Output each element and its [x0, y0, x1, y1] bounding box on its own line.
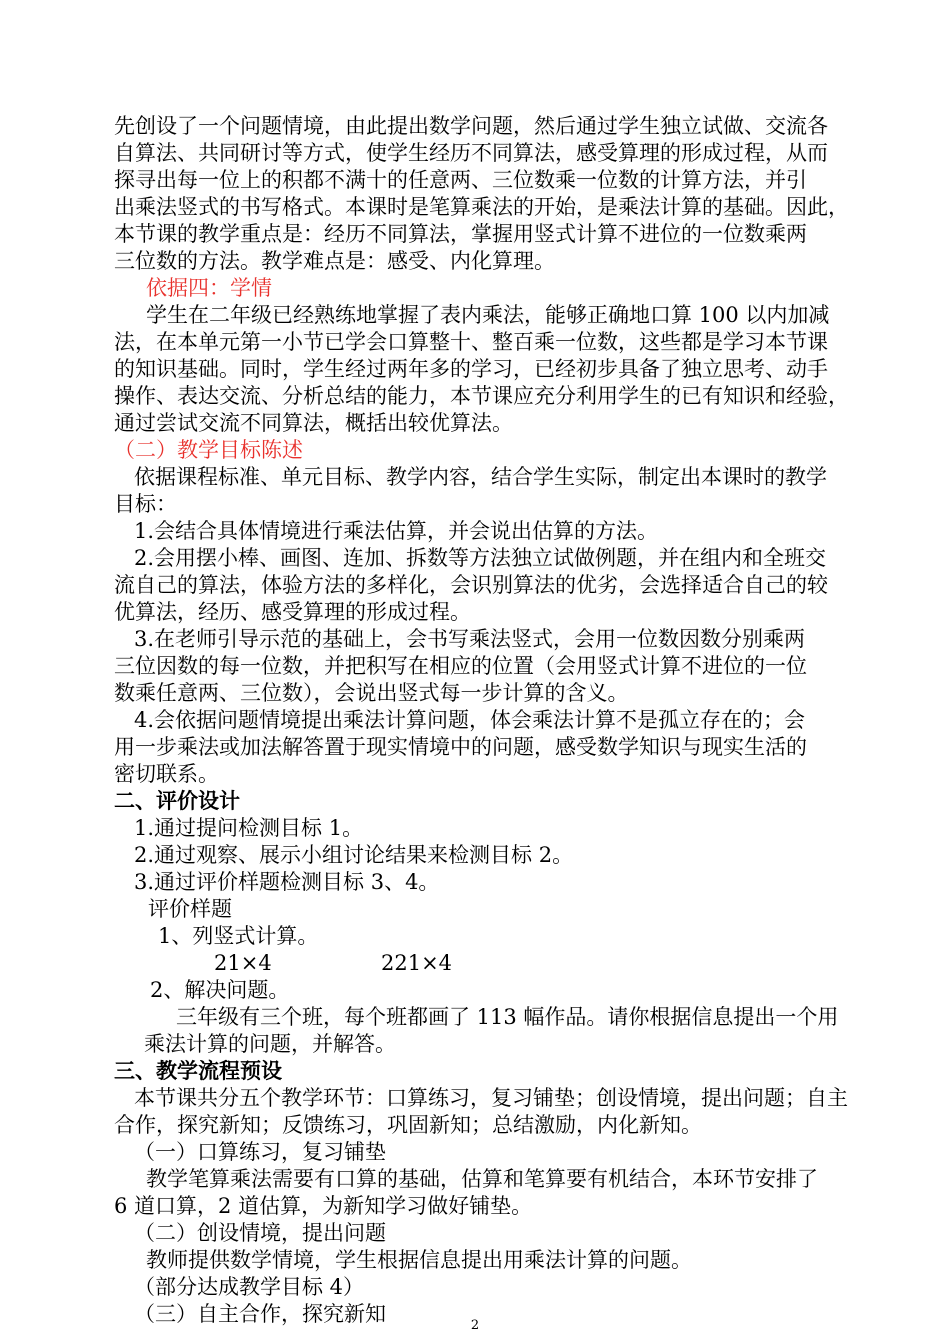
- paragraph-line: 教学笔算乘法需要有口算的基础，估算和笔算要有机结合，本环节安排了: [146, 1167, 818, 1191]
- paragraph-line: 学生在二年级已经熟练地掌握了表内乘法，能够正确地口算 100 以内加减: [146, 303, 830, 327]
- step-2-heading: （二）创设情境，提出问题: [134, 1221, 386, 1245]
- eval-item-2: 2.通过观察、展示小组讨论结果来检测目标 2。: [134, 843, 574, 867]
- paragraph-line: 6 道口算，2 道估算，为新知学习做好铺垫。: [114, 1194, 533, 1218]
- paragraph-line: 本节课共分五个教学环节：口算练习，复习铺垫；创设情境，提出问题；自主: [134, 1086, 848, 1110]
- paragraph-line: 乘法计算的问题，并解答。: [144, 1032, 396, 1056]
- goal-item-2: 2.会用摆小棒、画图、连加、拆数等方法独立试做例题，并在组内和全班交: [134, 546, 827, 570]
- expression-b: 221×4: [381, 951, 453, 975]
- paragraph-line: 本节课的教学重点是：经历不同算法，掌握用竖式计算不进位的一位数乘两: [114, 222, 807, 246]
- paragraph-line: 先创设了一个问题情境，由此提出数学问题，然后通过学生独立试做、交流各: [114, 114, 828, 138]
- paragraph-line: 三位因数的每一位数，并把积写在相应的位置（会用竖式计算不进位的一位: [114, 654, 807, 678]
- paragraph-line: 密切联系。: [114, 762, 219, 786]
- paragraph-line: 出乘法竖式的书写格式。本课时是笔算乘法的开始，是乘法计算的基础。因此，: [114, 195, 849, 219]
- eval-item-3: 3.通过评价样题检测目标 3、4。: [134, 870, 440, 894]
- paragraph-line: 操作、表达交流、分析总结的能力，本节课应充分利用学生的已有知识和经验，: [114, 384, 849, 408]
- paragraph-line: 目标：: [114, 492, 177, 516]
- paragraph-line: 用一步乘法或加法解答置于现实情境中的问题，感受数学知识与现实生活的: [114, 735, 807, 759]
- paragraph-line: 法，在本单元第一小节已学会口算整十、整百乘一位数，这些都是学习本节课: [114, 330, 828, 354]
- expression-a: 21×4: [214, 951, 272, 975]
- paragraph-line: 三年级有三个班，每个班都画了 113 幅作品。请你根据信息提出一个用: [176, 1005, 839, 1029]
- section-2-heading: 二、评价设计: [114, 788, 240, 813]
- paragraph-line: 的知识基础。同时，学生经过两年多的学习，已经初步具备了独立思考、动手: [114, 357, 828, 381]
- paragraph-line: 优算法，经历、感受算理的形成过程。: [114, 600, 471, 624]
- section-3-heading: 三、教学流程预设: [114, 1058, 282, 1083]
- eval-item-1: 1.通过提问检测目标 1。: [134, 816, 364, 840]
- step-3-heading: （三）自主合作，探究新知: [134, 1302, 386, 1326]
- question-1: 1、列竖式计算。: [158, 924, 319, 948]
- goal-item-1: 1.会结合具体情境进行乘法估算，并会说出估算的方法。: [134, 519, 659, 543]
- goals-heading: （二）教学目标陈述: [114, 438, 303, 462]
- paragraph-line: 流自己的算法，体验方法的多样化，会识别算法的优劣，会选择适合自己的较: [114, 573, 828, 597]
- paragraph-line: 通过尝试交流不同算法，概括出较优算法。: [114, 411, 513, 435]
- question-2: 2、解决问题。: [150, 978, 290, 1002]
- basis4-heading: 依据四：学情: [146, 276, 272, 300]
- paragraph-line: 数乘任意两、三位数），会说出竖式每一步计算的含义。: [114, 681, 629, 705]
- goal-item-3: 3.在老师引导示范的基础上，会书写乘法竖式，会用一位数因数分别乘两: [134, 627, 806, 651]
- goal-item-4: 4.会依据问题情境提出乘法计算问题，体会乘法计算不是孤立存在的；会: [134, 708, 806, 732]
- paragraph-line: 探寻出每一位上的积都不满十的任意两、三位数乘一位数的计算方法，并引: [114, 168, 807, 192]
- sample-heading: 评价样题: [148, 897, 232, 921]
- paragraph-line: 合作，探究新知；反馈练习，巩固新知；总结激励，内化新知。: [114, 1113, 702, 1137]
- step-1-heading: （一）口算练习，复习铺垫: [134, 1140, 386, 1164]
- paragraph-line: 自算法、共同研讨等方式，使学生经历不同算法，感受算理的形成过程，从而: [114, 141, 828, 165]
- paragraph-line: 教师提供数学情境，学生根据信息提出用乘法计算的问题。: [146, 1248, 692, 1272]
- page-number: 2: [470, 1318, 480, 1333]
- paragraph-line: （部分达成教学目标 4）: [134, 1275, 365, 1299]
- paragraph-line: 三位数的方法。教学难点是：感受、内化算理。: [114, 249, 555, 273]
- paragraph-line: 依据课程标准、单元目标、教学内容，结合学生实际，制定出本课时的教学: [134, 465, 827, 489]
